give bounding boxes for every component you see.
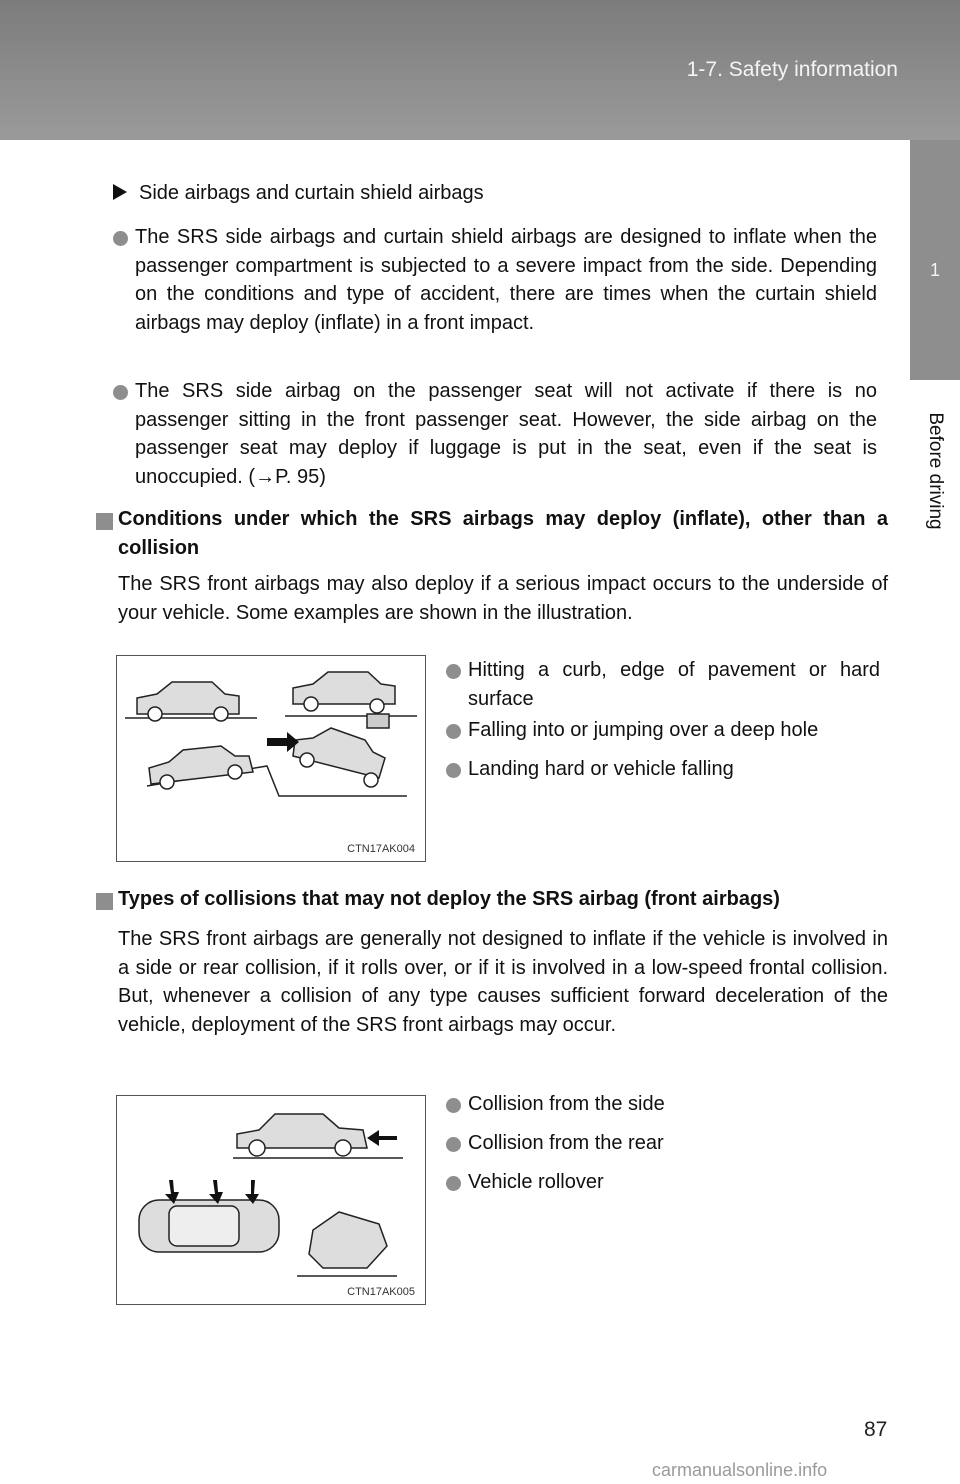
side-airbags-bullet-2: The SRS side airbag on the passenger seat will not activate if there is no passenger sitting in the front passenger seat. However, the side airbag on the passenger seat may deploy if luggage is put in the seat, even if the seat is unoccupied. (→P. 95) <box>135 380 877 488</box>
types-body: The SRS front airbags are generally not designed to inflate if the vehicle is involved in a side or rear collision, if it rolls over, or if it is involved in a low-speed frontal collision. But, whenever a collision of any type causes sufficient forward deceleration of the vehicle, deployment of the SRS front airbags may occur. <box>118 928 888 1036</box>
types-heading: Types of collisions that may not deploy the SRS airbag (front airbags) <box>118 888 780 910</box>
side-airbags-heading <box>113 182 484 205</box>
figure-non-deploy-collisions <box>116 1095 426 1305</box>
conditions-bullet-2: Falling into or jumping over a deep hole <box>468 719 819 741</box>
non-deploy-collisions-illustration <box>117 1096 425 1304</box>
side-airbags-heading-text: Side airbags and curtain shield airbags <box>139 182 484 204</box>
section-title: 1-7. Safety information <box>686 58 898 81</box>
conditions-bullet-1: Hitting a curb, edge of pavement or hard surface <box>468 659 880 710</box>
conditions-body: The SRS front airbags may also deploy if a serious impact occurs to the underside of your vehicle. Some examples are shown in the illustration. <box>118 573 888 624</box>
bullet-icon <box>446 1137 461 1152</box>
underside-impacts-illustration <box>117 656 425 861</box>
bullet-icon <box>113 231 128 246</box>
conditions-heading: Conditions under which the SRS airbags may deploy (inflate), other than a collision <box>118 508 888 559</box>
section-square-icon <box>96 513 113 530</box>
bullet-icon <box>446 664 461 679</box>
types-bullet-3: Vehicle rollover <box>468 1171 604 1193</box>
chapter-number: 1 <box>929 260 940 280</box>
figure-code: CTN17AK005 <box>347 1286 415 1298</box>
chapter-label: Before driving <box>925 412 946 530</box>
page-number: 87 <box>864 1418 888 1441</box>
conditions-bullet-3: Landing hard or vehicle falling <box>468 758 734 780</box>
bullet-icon <box>446 1098 461 1113</box>
types-bullet-1: Collision from the side <box>468 1093 665 1115</box>
bullet-icon <box>446 724 461 739</box>
watermark: carmanualsonline.info <box>652 1460 828 1480</box>
page-header <box>0 0 960 140</box>
types-bullet-2: Collision from the rear <box>468 1132 664 1154</box>
figure-underside-impacts <box>116 655 426 862</box>
bullet-icon <box>113 385 128 400</box>
bullet-icon <box>446 763 461 778</box>
section-square-icon <box>96 893 113 910</box>
side-airbags-bullet-1: The SRS side airbags and curtain shield airbags are designed to inflate when the passenger compartment is subjected to a severe impact from the side. Depending on the conditions and type of accident, there are times when the curtain shield airbags may deploy (inflate) in a front impact. <box>135 226 877 334</box>
figure-code: CTN17AK004 <box>347 843 415 855</box>
arrow-icon <box>113 184 127 200</box>
bullet-icon <box>446 1176 461 1191</box>
